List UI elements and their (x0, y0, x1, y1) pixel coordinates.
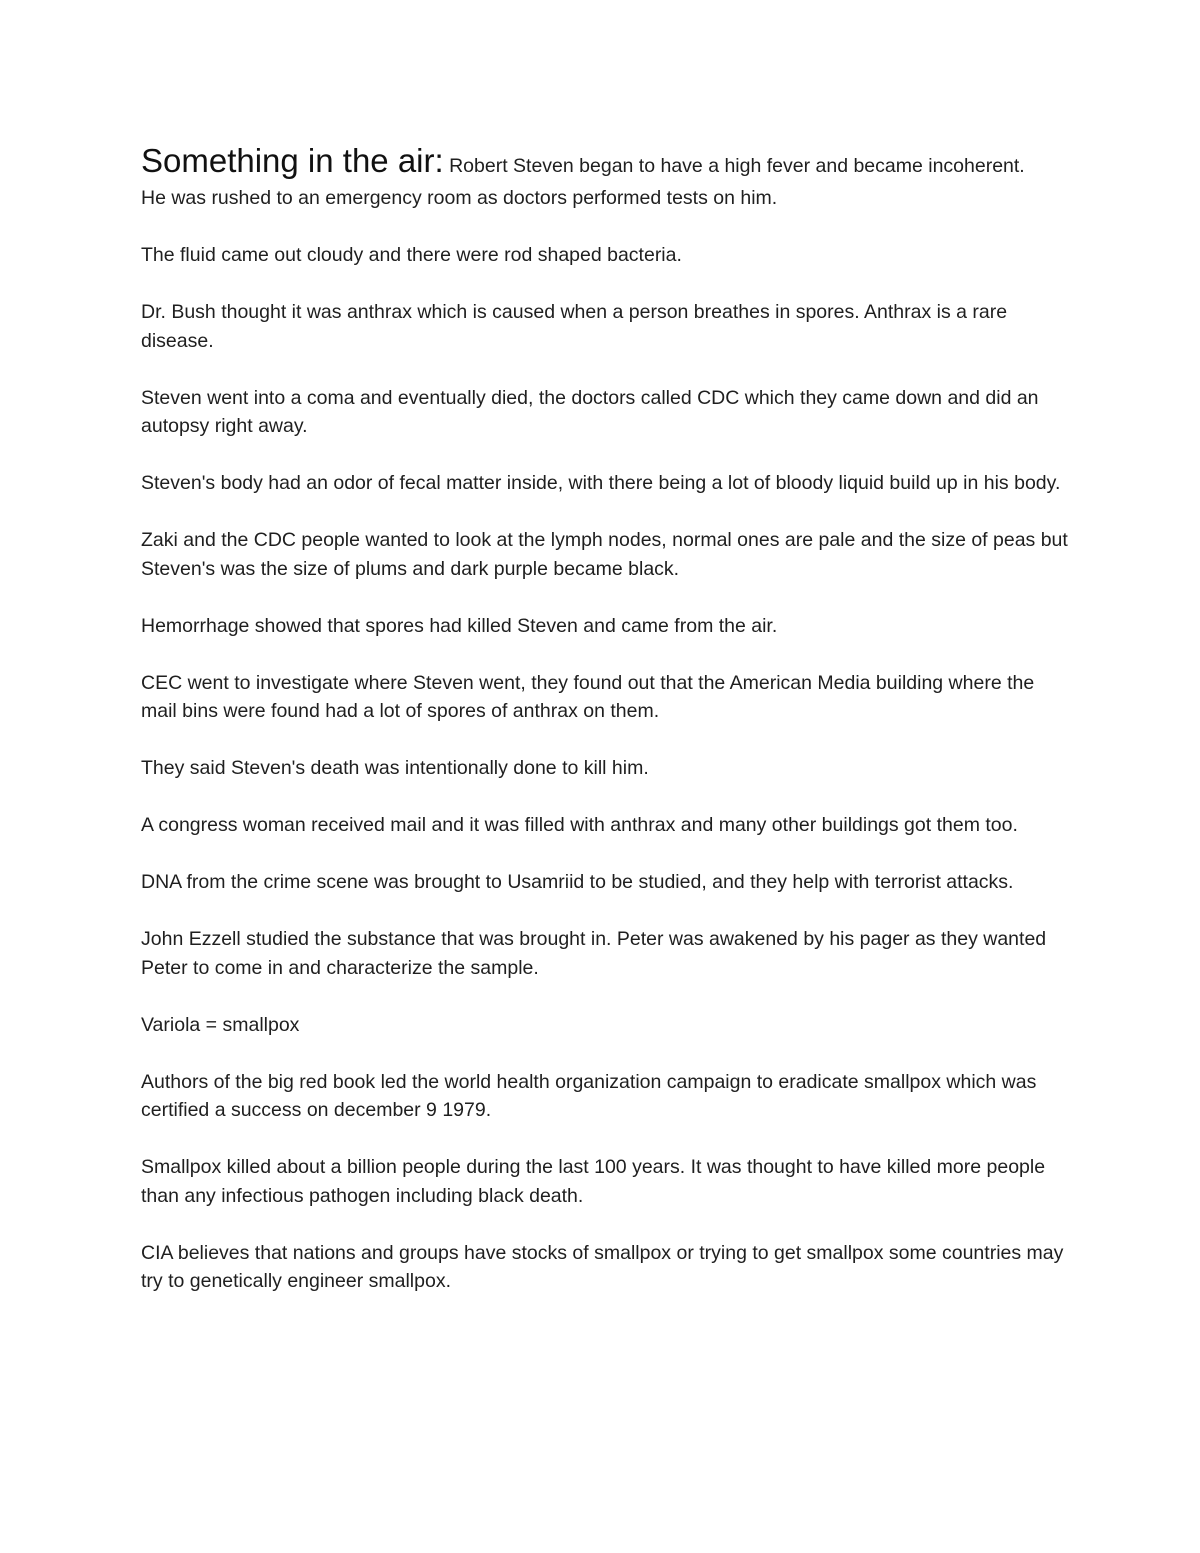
paragraph: A congress woman received mail and it was filled with anthrax and many other buildings got them too. (141, 814, 1018, 836)
paragraph: Variola = smallpox (141, 1013, 300, 1036)
paragraph: Smallpox killed about a billion people during the last 100 years. It was thought to have killed more people than any infectious pathogen including black death. (141, 1156, 1046, 1207)
paragraph: John Ezzell studied the substance that was brought in. Peter was awakened by his pager as they wanted Peter to come in and characterize the sample. (141, 928, 1047, 979)
paragraph: DNA from the crime scene was brought to Usamriid to be studied, and they help with terrorist attacks. (141, 871, 1014, 893)
paragraph: Hemorrhage showed that spores had killed Steven and came from the air. (141, 614, 778, 637)
paragraph: Dr. Bush thought it was anthrax which is caused when a person breathes in spores. Anthrax is a rare disease. (141, 301, 1008, 352)
document-body (141, 138, 1071, 1324)
paragraph: The fluid came out cloudy and there were rod shaped bacteria. (141, 244, 682, 266)
document-title: Something in the air: (141, 142, 444, 179)
intro-lead-text: Robert Steven began to have a high fever and became incoherent. (443, 155, 1025, 177)
paragraph: Authors of the big red book led the world health organization campaign to eradicate smallpox which was certified a success on december 9 1979. (141, 1070, 1037, 1121)
paragraph: CIA believes that nations and groups have stocks of smallpox or trying to get smallpox some countries may try to genetically engineer smallpox. (141, 1241, 1064, 1292)
intro-second-line: He was rushed to an emergency room as doctors performed tests on him. (141, 187, 778, 209)
paragraph: Steven went into a coma and eventually died, the doctors called CDC which they came down and did an autopsy right away. (141, 386, 1039, 437)
paragraph: Zaki and the CDC people wanted to look at the lymph nodes, normal ones are pale and the size of peas but Steven's was the size of plums and dark purple became black. (141, 529, 1068, 580)
paragraph: CEC went to investigate where Steven went, they found out that the American Media building where the mail bins were found had a lot of spores of anthrax on them. (141, 671, 1035, 722)
paragraph: They said Steven's death was intentionally done to kill him. (141, 757, 649, 779)
title-paragraph (141, 138, 1071, 184)
paragraph: Steven's body had an odor of fecal matter inside, with there being a lot of bloody liquid build up in his body. (141, 472, 1061, 494)
